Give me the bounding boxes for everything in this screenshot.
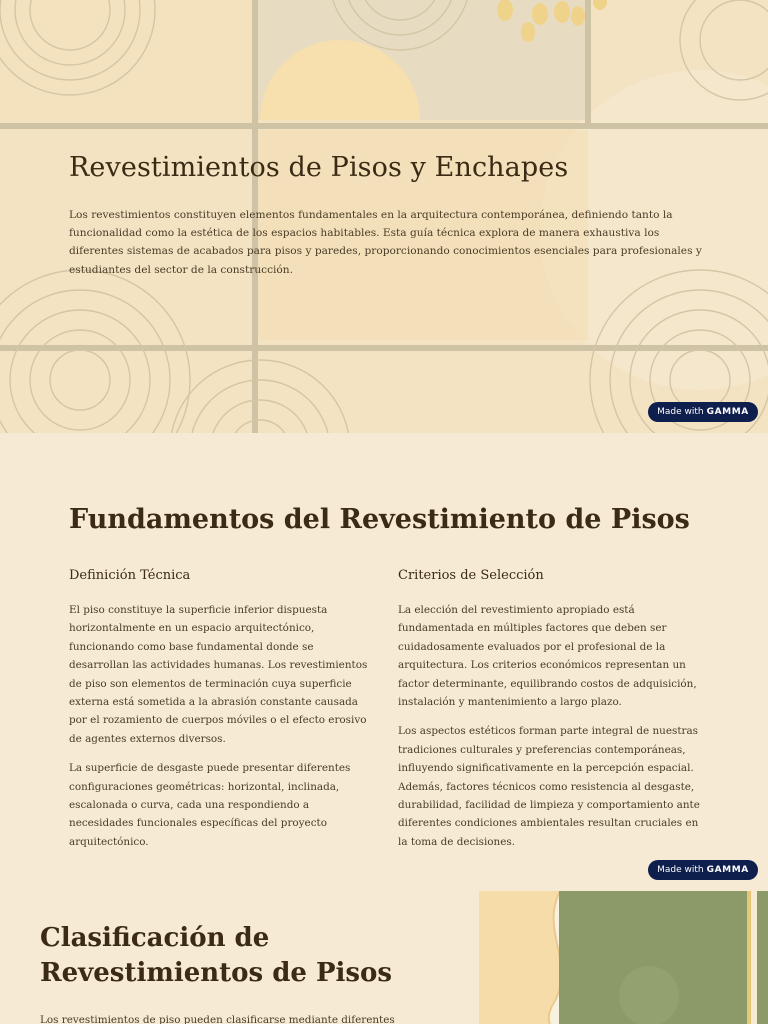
hero-intro: Los revestimientos constituyen elementos fundamentales en la arquitectura contemporánea, definiendo tanto la funcionalidad como la estética de los espacios habitables. Esta guía técnica explora de manera exhaustiva los diferentes sistemas de acabados para pisos y paredes, proporcionando conocimientos esenciales para profesionales y estudiantes del sector de la construcción. bbox=[69, 209, 702, 276]
criterios-paragraph-2: Los aspectos estéticos forman parte integral de nuestras tradiciones culturales y preferencias contemporáneas, influyendo significativamente en la percepción espacial. Además, factores técnicos como resistencia al desgaste, durabilidad, facilidad de limpieza y comportamiento ante diferentes condiciones ambientales resultan cruciales en la toma de decisiones. bbox=[398, 725, 700, 848]
fundamentos-slide bbox=[0, 433, 768, 891]
criterios-column bbox=[398, 568, 703, 862]
hero-title: Revestimientos de Pisos y Enchapes bbox=[69, 152, 569, 183]
clasificacion-intro: Los revestimientos de piso pueden clasificarse mediante diferentes bbox=[40, 1014, 395, 1024]
definicion-column bbox=[69, 568, 374, 862]
badge-brand: GAMMA bbox=[706, 865, 749, 875]
decorative-image bbox=[479, 891, 768, 1024]
badge-brand: GAMMA bbox=[706, 407, 749, 417]
criterios-title: Criterios de Selección bbox=[398, 568, 544, 583]
badge-prefix: Made with bbox=[657, 407, 704, 417]
badge-prefix: Made with bbox=[657, 865, 704, 875]
definicion-title: Definición Técnica bbox=[69, 568, 191, 583]
definicion-paragraph-1: El piso constituye la superficie inferior dispuesta horizontalmente en un espacio arquitectónico, funcionando como base fundamental donde se desarrollan las actividades humanas. Los revestimientos de piso son elementos de terminación cuya superficie externa está sometida a la abrasión constante causada por el rozamiento de cuerpos móviles o el efecto erosivo de agentes externos diversos. bbox=[69, 604, 368, 745]
hero-slide bbox=[0, 0, 768, 433]
definicion-paragraph-2: La superficie de desgaste puede presentar diferentes configuraciones geométricas: horizontal, inclinada, escalonada o curva, cada una respondiendo a necesidades funcionales específicas del proyecto arquitectónico. bbox=[69, 762, 351, 848]
made-with-gamma-badge[interactable] bbox=[648, 402, 758, 422]
fundamentos-heading: Fundamentos del Revestimiento de Pisos bbox=[69, 504, 690, 535]
criterios-paragraph-1: La elección del revestimiento apropiado está fundamentada en múltiples factores que deben ser cuidadosamente evaluados por el profesional de la arquitectura. Los criterios económicos representan un factor determinante, equilibrando costos de adquisición, instalación y mantenimiento a largo plazo. bbox=[398, 604, 697, 709]
clasificacion-slide bbox=[0, 891, 768, 1024]
clasificacion-heading: Clasificación de Revestimientos de Pisos bbox=[40, 923, 393, 988]
made-with-gamma-badge[interactable] bbox=[648, 860, 758, 880]
